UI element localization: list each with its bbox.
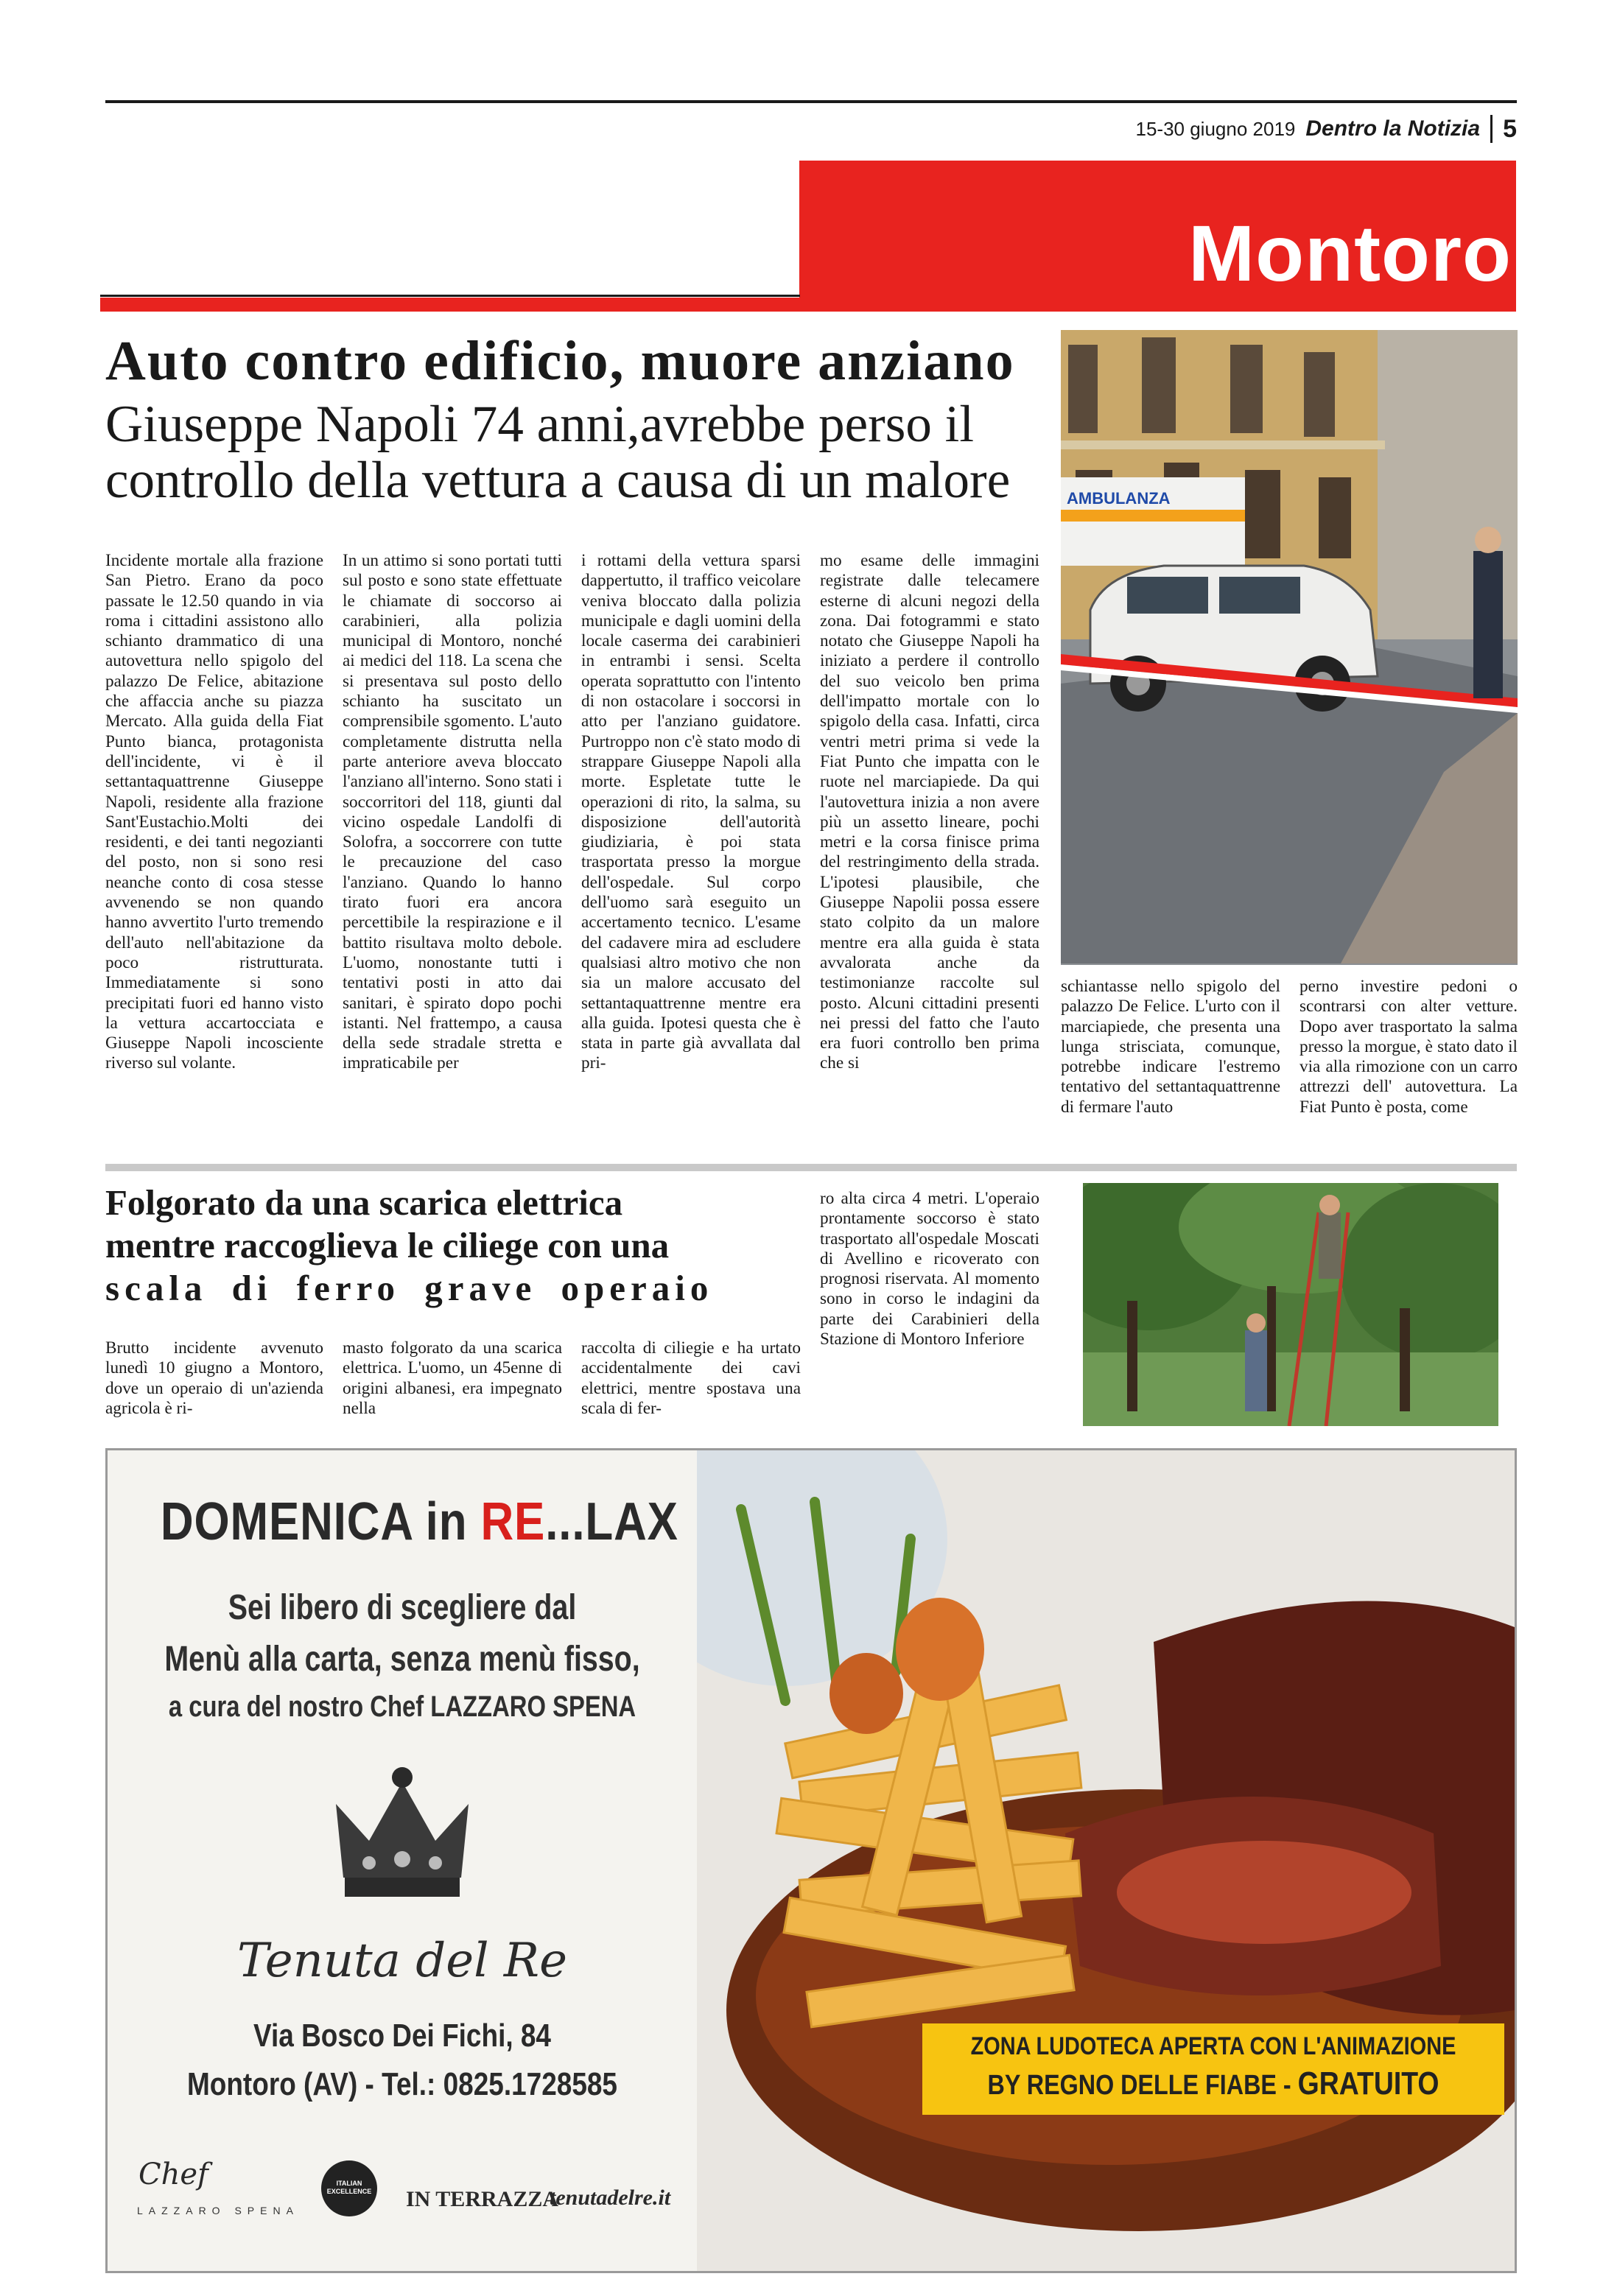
article2-column-2: masto folgorato da una scarica elettrica. L'uomo, un 45enne di origini albanesi, era impegnato nella [343, 1338, 562, 1418]
ad-food-photo [697, 1450, 1515, 2271]
article2-header [105, 1182, 798, 1310]
article1-column-1: Incidente mortale alla frazione San Pietro. Erano da poco passate le 12.50 quando in via roma i cittadini assistono allo schianto drammatico di una autovettura nello spigolo del palazzo De Felice, abitazione che affaccia anche su piazza Mercato. Alla guida della Fiat Punto bianca, protagonista dell'incidente, vi è il settantaquattrenne Giuseppe Napoli, residente alla frazione Sant'Eustachio.Molti dei residenti, e dei tanti negozianti del posto, non si sono resi neanche conto di cosa stesse avvenendo se non quando hanno avvertito l'urto tremendo dell'auto nell'abitazione da poco ristrutturata. Immediatamente si sono precipitati fuori ed hanno visto la vettura accartocciata e Giuseppe Napoli incosciente riverso sul volante. [105, 551, 323, 1073]
masthead [1136, 110, 1518, 147]
ad-text-panel [108, 1450, 697, 2271]
article1-column-6: perno investire pedoni o scontrarsi con alter vetture. Dopo aver trasportato la salma presso la morgue, è stato dato il via alla rimozione con un carro attrezzi dell' autovettura. La Fiat Punto è posta, come [1299, 977, 1518, 1117]
article1-column-3: i rottami della vettura sparsi dappertutto, il traffico veicolare veniva bloccato dalla polizia municipale e dagli uomini della locale caserma dei carabinieri in entrambi i sensi. Scelta operata soprattutto con l'intento di non ostacolare i soccorsi in atto per l'anziano guidatore. Purtroppo non c'è stato modo di strappare Giuseppe Napoli alla morte. Espletate tutte le operazioni di rito, la salma, su disposizione dell'autorità giudiziaria, è poi stata trasportata presso la morgue dell'ospedale. Sul corpo dell'uomo sarà eseguito un accertamento tecnico. L'esame del cadavere mira ad escludere qualsiasi altro motivo che non sia un malore accusato del settantaquattrenne mentre era alla guida. Ipotesi questa che è stata in parte già avvallata dal pri- [581, 551, 801, 1073]
paper-name: Dentro la Notizia [1305, 116, 1481, 141]
masthead-separator [1490, 115, 1493, 143]
accident-photo [1061, 330, 1518, 965]
ad-excellence-seal: ITALIAN EXCELLENCE [321, 2160, 377, 2216]
ambulance-label: AMBULANZA [1067, 489, 1171, 508]
article2-column-3: raccolta di ciliegie e ha urtato accidentalmente dei cavi elettrici, mentre spostava una scala di fer- [581, 1338, 801, 1418]
article2-column-4: ro alta circa 4 metri. L'operaio prontamente soccorso è stato trasportato all'ospedale Moscati di Avellino e ricoverato con prognosi riservata. Al momento sono in corso le indagini da parte dei Carabinieri della Stazione di Montoro Inferiore [820, 1189, 1039, 1349]
section-banner [799, 161, 1516, 298]
ad-banner-line-2 [966, 2065, 1461, 2102]
top-rule [105, 100, 1517, 103]
page-number: 5 [1503, 114, 1517, 143]
ad-headline-suffix: ...LAX [545, 1492, 678, 1551]
issue-date: 15-30 giugno 2019 [1135, 117, 1296, 140]
article2-title-line-1: Folgorato da una scarica elettrica [105, 1182, 623, 1223]
ad-chef-signature: Chef [138, 2158, 208, 2191]
section-title: Montoro [1188, 208, 1512, 298]
article2-column-1: Brutto incidente avvenuto lunedì 10 giugno a Montoro, dove un operaio di un'azienda agricola è ri- [105, 1338, 323, 1418]
restaurant-advertisement [105, 1448, 1517, 2273]
article1-subtitle: Giuseppe Napoli 74 anni,avrebbe perso il controllo della vettura a causa di un malore [105, 396, 1011, 509]
article1-column-4: mo esame delle immagini registrate dalle telecamere esterne di alcuni negozi della zona. Dai fotogrammi e stato notato che Giuseppe Napoli ha iniziato a perdere il controllo del suo veicolo ben prima dell'impatto mortale con lo spigolo della casa. Infatti, circa ventri metri prima si vede la Fiat Punto che impatta con le ruote nel marciapiede. Da qui l'autovettura inizia a non avere più un assetto lineare, pochi metri e la corsa finisce prima del restringimento della strada. L'ipotesi plausibile, che Giuseppe Napolii possa essere stato colpito da un malore mentre era alla guida è stata avvalorata anche da testimonianze raccolte sul posto. Alcuni cittadini presenti nei pressi del fatto che l'auto era fuori controllo ben prima che si [820, 551, 1039, 1073]
ad-headline-red: RE [480, 1492, 546, 1551]
section-divider [105, 1164, 1517, 1171]
cherry-tree-photo [1083, 1183, 1498, 1426]
ad-line-3: a cura del nostro Chef LAZZARO SPENA [168, 1691, 636, 1723]
ad-banner-line-1: ZONA LUDOTECA APERTA CON L'ANIMAZIONE [970, 2032, 1456, 2060]
section-thin-rule [100, 295, 800, 297]
article1-title: Auto contro edificio, muore anziano [105, 330, 1015, 392]
article2-title-line-3: scala di ferro grave operaio [105, 1268, 714, 1308]
ad-line-1: Sei libero di scegliere dal [228, 1588, 577, 1627]
article1-header [105, 330, 1041, 508]
article1-column-5: schiantasse nello spigolo del palazzo De Felice. L'urto con il marciapiede, che presenta una lunga strisciata, comunque, potrebbe indicare l'estremo tentativo del settantaquattrenne di fermare l'auto [1061, 977, 1280, 1117]
ad-chef-name: LAZZARO SPENA [137, 2205, 299, 2216]
ad-banner-free-label: GRATUITO [1297, 2065, 1439, 2102]
section-red-strip [100, 298, 1516, 312]
ad-terrace: IN TERRAZZA [406, 2187, 558, 2211]
ad-banner-line-2-prefix: BY REGNO DELLE FIABE - [987, 2070, 1298, 2101]
ad-brand-name: Tenuta del Re [237, 1934, 567, 1988]
article1-column-2: In un attimo si sono portati tutti sul posto e sono state effettuate le chiamate di soccorso ai carabinieri, alla polizia municipal di Montoro, nonché ai medici del 118. La scena che si presentava sul posto dello schianto ha suscitato un comprensibile sgomento. L'auto completamente distrutta nella parte anteriore aveva bloccato l'anziano all'interno. Sono stati i soccorritori del 118, giunti dal vicino ospedale Landolfi di Solofra, a soccorrere con tutte le precauzione del caso l'anziano. Quando lo hanno tirato fuori era ancora percettibile la respirazione e il battito risultava molto debole. L'uomo, nonostante tutti i tentativi posti in atto dai sanitari, è spirato dopo pochi istanti. Nel frattempo, a causa della sede stradale stretta e impraticabile per [343, 551, 562, 1073]
ad-phone: Montoro (AV) - Tel.: 0825.1728585 [186, 2066, 617, 2102]
crown-icon [329, 1752, 476, 1914]
ad-website: tenutadelre.it [550, 2186, 671, 2210]
ad-kids-area-banner [922, 2023, 1504, 2115]
ad-headline [160, 1492, 678, 1552]
article2-title-line-2: mentre raccoglieva le ciliege con una [105, 1225, 670, 1265]
ad-line-2: Menù alla carta, senza menù fisso, [164, 1640, 640, 1679]
ad-address: Via Bosco Dei Fichi, 84 [253, 2018, 551, 2054]
ad-headline-prefix: DOMENICA in [160, 1492, 481, 1551]
